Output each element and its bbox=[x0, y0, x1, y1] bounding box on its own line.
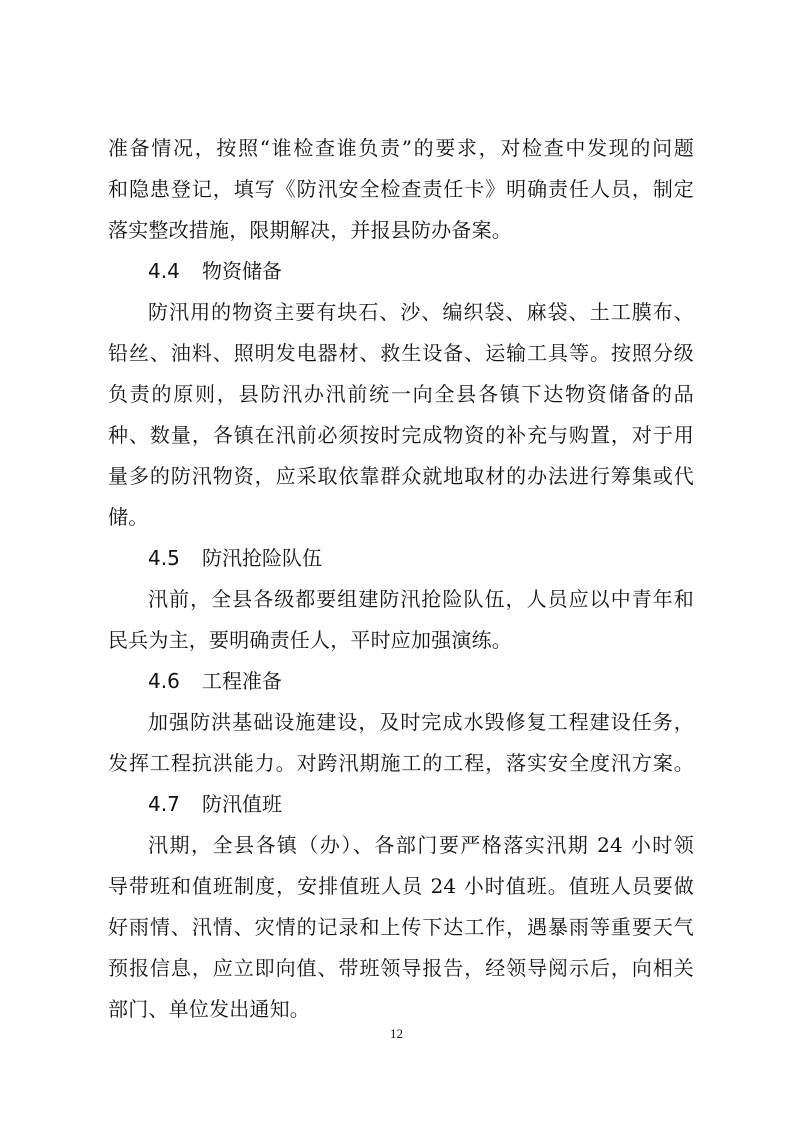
section-heading bbox=[148, 666, 282, 696]
section-title: 物资储备 bbox=[202, 259, 282, 283]
section-number: 4.7 bbox=[148, 792, 180, 816]
paragraph-line: 防汛用的物资主要有块石、沙、编织袋、麻袋、土工膜布、 bbox=[148, 300, 694, 324]
section-title: 防汛值班 bbox=[202, 792, 282, 816]
section-title: 防汛抢险队伍 bbox=[202, 546, 322, 570]
section-heading bbox=[148, 789, 282, 819]
paragraph-line: 储。 bbox=[108, 505, 149, 529]
paragraph-line: 汛前，全县各级都要组建防汛抢险队伍，人员应以中青年和 bbox=[148, 587, 694, 611]
section-heading bbox=[148, 543, 322, 573]
paragraph-line: 负责的原则，县防汛办汛前统一向全县各镇下达物资储备的品 bbox=[108, 382, 694, 406]
paragraph-line: 部门、单位发出通知。 bbox=[108, 997, 310, 1021]
paragraph-line: 预报信息，应立即向值、带班领导报告，经领导阅示后，向相关 bbox=[108, 956, 694, 980]
section-number: 4.5 bbox=[148, 546, 180, 570]
section-heading bbox=[148, 256, 282, 286]
intro-line: 和隐患登记，填写《防汛安全检查责任卡》明确责任人员，制定 bbox=[108, 177, 694, 201]
intro-line: 准备情况，按照“谁检查谁负责”的要求，对检查中发现的问题 bbox=[108, 136, 694, 160]
intro-line: 落实整改措施，限期解决，并报县防办备案。 bbox=[108, 218, 512, 242]
paragraph-line: 好雨情、汛情、灾情的记录和上传下达工作，遇暴雨等重要天气 bbox=[108, 915, 694, 939]
section-title: 工程准备 bbox=[202, 669, 282, 693]
section-number: 4.4 bbox=[148, 259, 180, 283]
paragraph-line: 加强防洪基础设施建设，及时完成水毁修复工程建设任务， bbox=[148, 710, 694, 734]
page-number: 12 bbox=[390, 1026, 403, 1041]
paragraph-line: 发挥工程抗洪能力。对跨汛期施工的工程，落实安全度汛方案。 bbox=[108, 751, 694, 775]
paragraph-line: 民兵为主，要明确责任人，平时应加强演练。 bbox=[108, 628, 512, 652]
paragraph-line: 种、数量，各镇在汛前必须按时完成物资的补充与购置，对于用 bbox=[108, 423, 694, 447]
paragraph-line: 铅丝、油料、照明发电器材、救生设备、运输工具等。按照分级 bbox=[108, 341, 694, 365]
paragraph-line: 导带班和值班制度，安排值班人员 24 小时值班。值班人员要做 bbox=[108, 874, 694, 898]
paragraph-line: 汛期，全县各镇（办）、各部门要严格落实汛期 24 小时领 bbox=[148, 833, 694, 857]
section-number: 4.6 bbox=[148, 669, 180, 693]
paragraph-line: 量多的防汛物资，应采取依靠群众就地取材的办法进行筹集或代 bbox=[108, 464, 694, 488]
